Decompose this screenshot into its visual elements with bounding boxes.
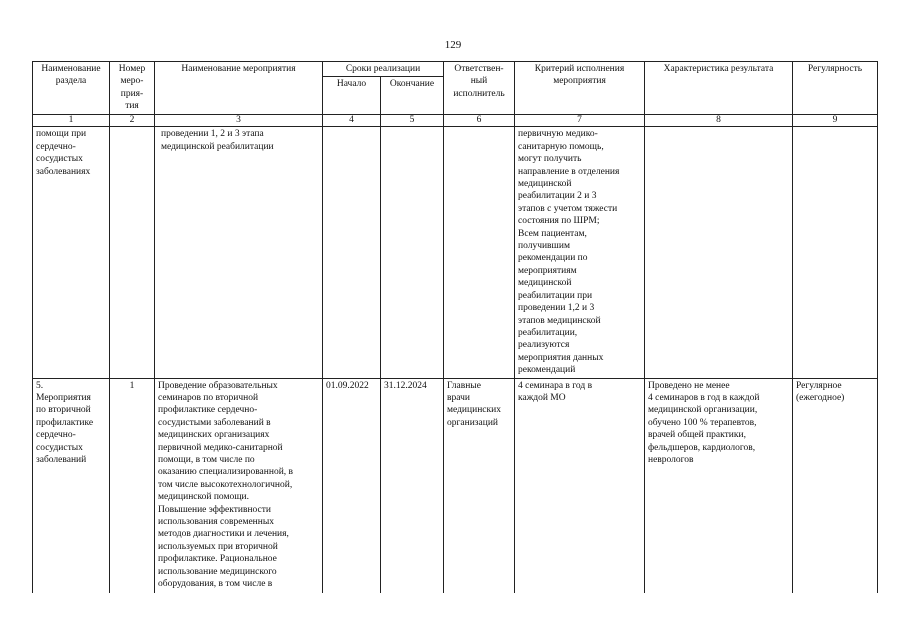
header-end: Окончание: [381, 77, 444, 115]
cell-start: 01.09.2022: [323, 378, 381, 593]
column-number: 1: [33, 115, 110, 127]
cell-end: [381, 127, 444, 378]
cell-end: 31.12.2024: [381, 378, 444, 593]
table-row: [33, 127, 878, 378]
column-number: 7: [515, 115, 645, 127]
header-activity: Наименование мероприятия: [155, 62, 323, 115]
cell-start: [323, 127, 381, 378]
header-number: Номер меро- прия- тия: [110, 62, 155, 115]
table-row: [33, 378, 878, 593]
header-start: Начало: [323, 77, 381, 115]
cell-result: Проведено не менее 4 семинаров в год в каждой медицинской организации, обучено 100 % терапевтов, врачей общей практики, фельдшеров, кардиологов, неврологов: [645, 378, 793, 593]
column-number: 2: [110, 115, 155, 127]
cell-result: [645, 127, 793, 378]
cell-criterion: 4 семинара в год в каждой МО: [515, 378, 645, 593]
cell-section: помощи при сердечно- сосудистых заболеваниях: [33, 127, 110, 378]
header-regularity: Регулярность: [793, 62, 878, 115]
column-number: 9: [793, 115, 878, 127]
cell-regularity: [793, 127, 878, 378]
header-responsible: Ответствен- ный исполнитель: [444, 62, 515, 115]
column-number: 3: [155, 115, 323, 127]
cell-responsible: Главные врачи медицинских организаций: [444, 378, 515, 593]
column-number: 5: [381, 115, 444, 127]
header-result: Характеристика результата: [645, 62, 793, 115]
cell-regularity: Регулярное (ежегодное): [793, 378, 878, 593]
cell-criterion: первичную медико- санитарную помощь, могут получить направление в отделения медицинской реабилитации 2 и 3 этапов с учетом тяжести состояния по ШРМ; Всем пациентам, получившим рекомендации по мероприятиям медицинской реабилитации при проведении 1,2 и 3 этапов медицинской реабилитации, реализуются мероприятия данных рекомендаций: [515, 127, 645, 378]
header-criterion: Критерий исполнения мероприятия: [515, 62, 645, 115]
header-period: Сроки реализации: [323, 62, 444, 77]
header-section: Наименование раздела: [33, 62, 110, 115]
column-number: 4: [323, 115, 381, 127]
activities-table: [32, 61, 878, 593]
page-number: 129: [444, 39, 462, 51]
cell-activity: проведении 1, 2 и 3 этапа медицинской реабилитации: [155, 127, 323, 378]
cell-activity: Проведение образовательных семинаров по вторичной профилактике сердечно- сосудистыми заболеваний в медицинских организациях первичной медико-санитарной помощи, в том числе по оказанию специализированной, в том числе высокотехнологичной, медицинской помощи. Повышение эффективности использования современных методов диагностики и лечения, используемых при вторичной профилактике. Рациональное использование медицинского оборудования, в том числе в: [155, 378, 323, 593]
column-number: 8: [645, 115, 793, 127]
cell-number: 1: [110, 378, 155, 593]
cell-responsible: [444, 127, 515, 378]
cell-section: 5. Мероприятия по вторичной профилактике сердечно- сосудистых заболеваний: [33, 378, 110, 593]
cell-number: [110, 127, 155, 378]
column-number: 6: [444, 115, 515, 127]
